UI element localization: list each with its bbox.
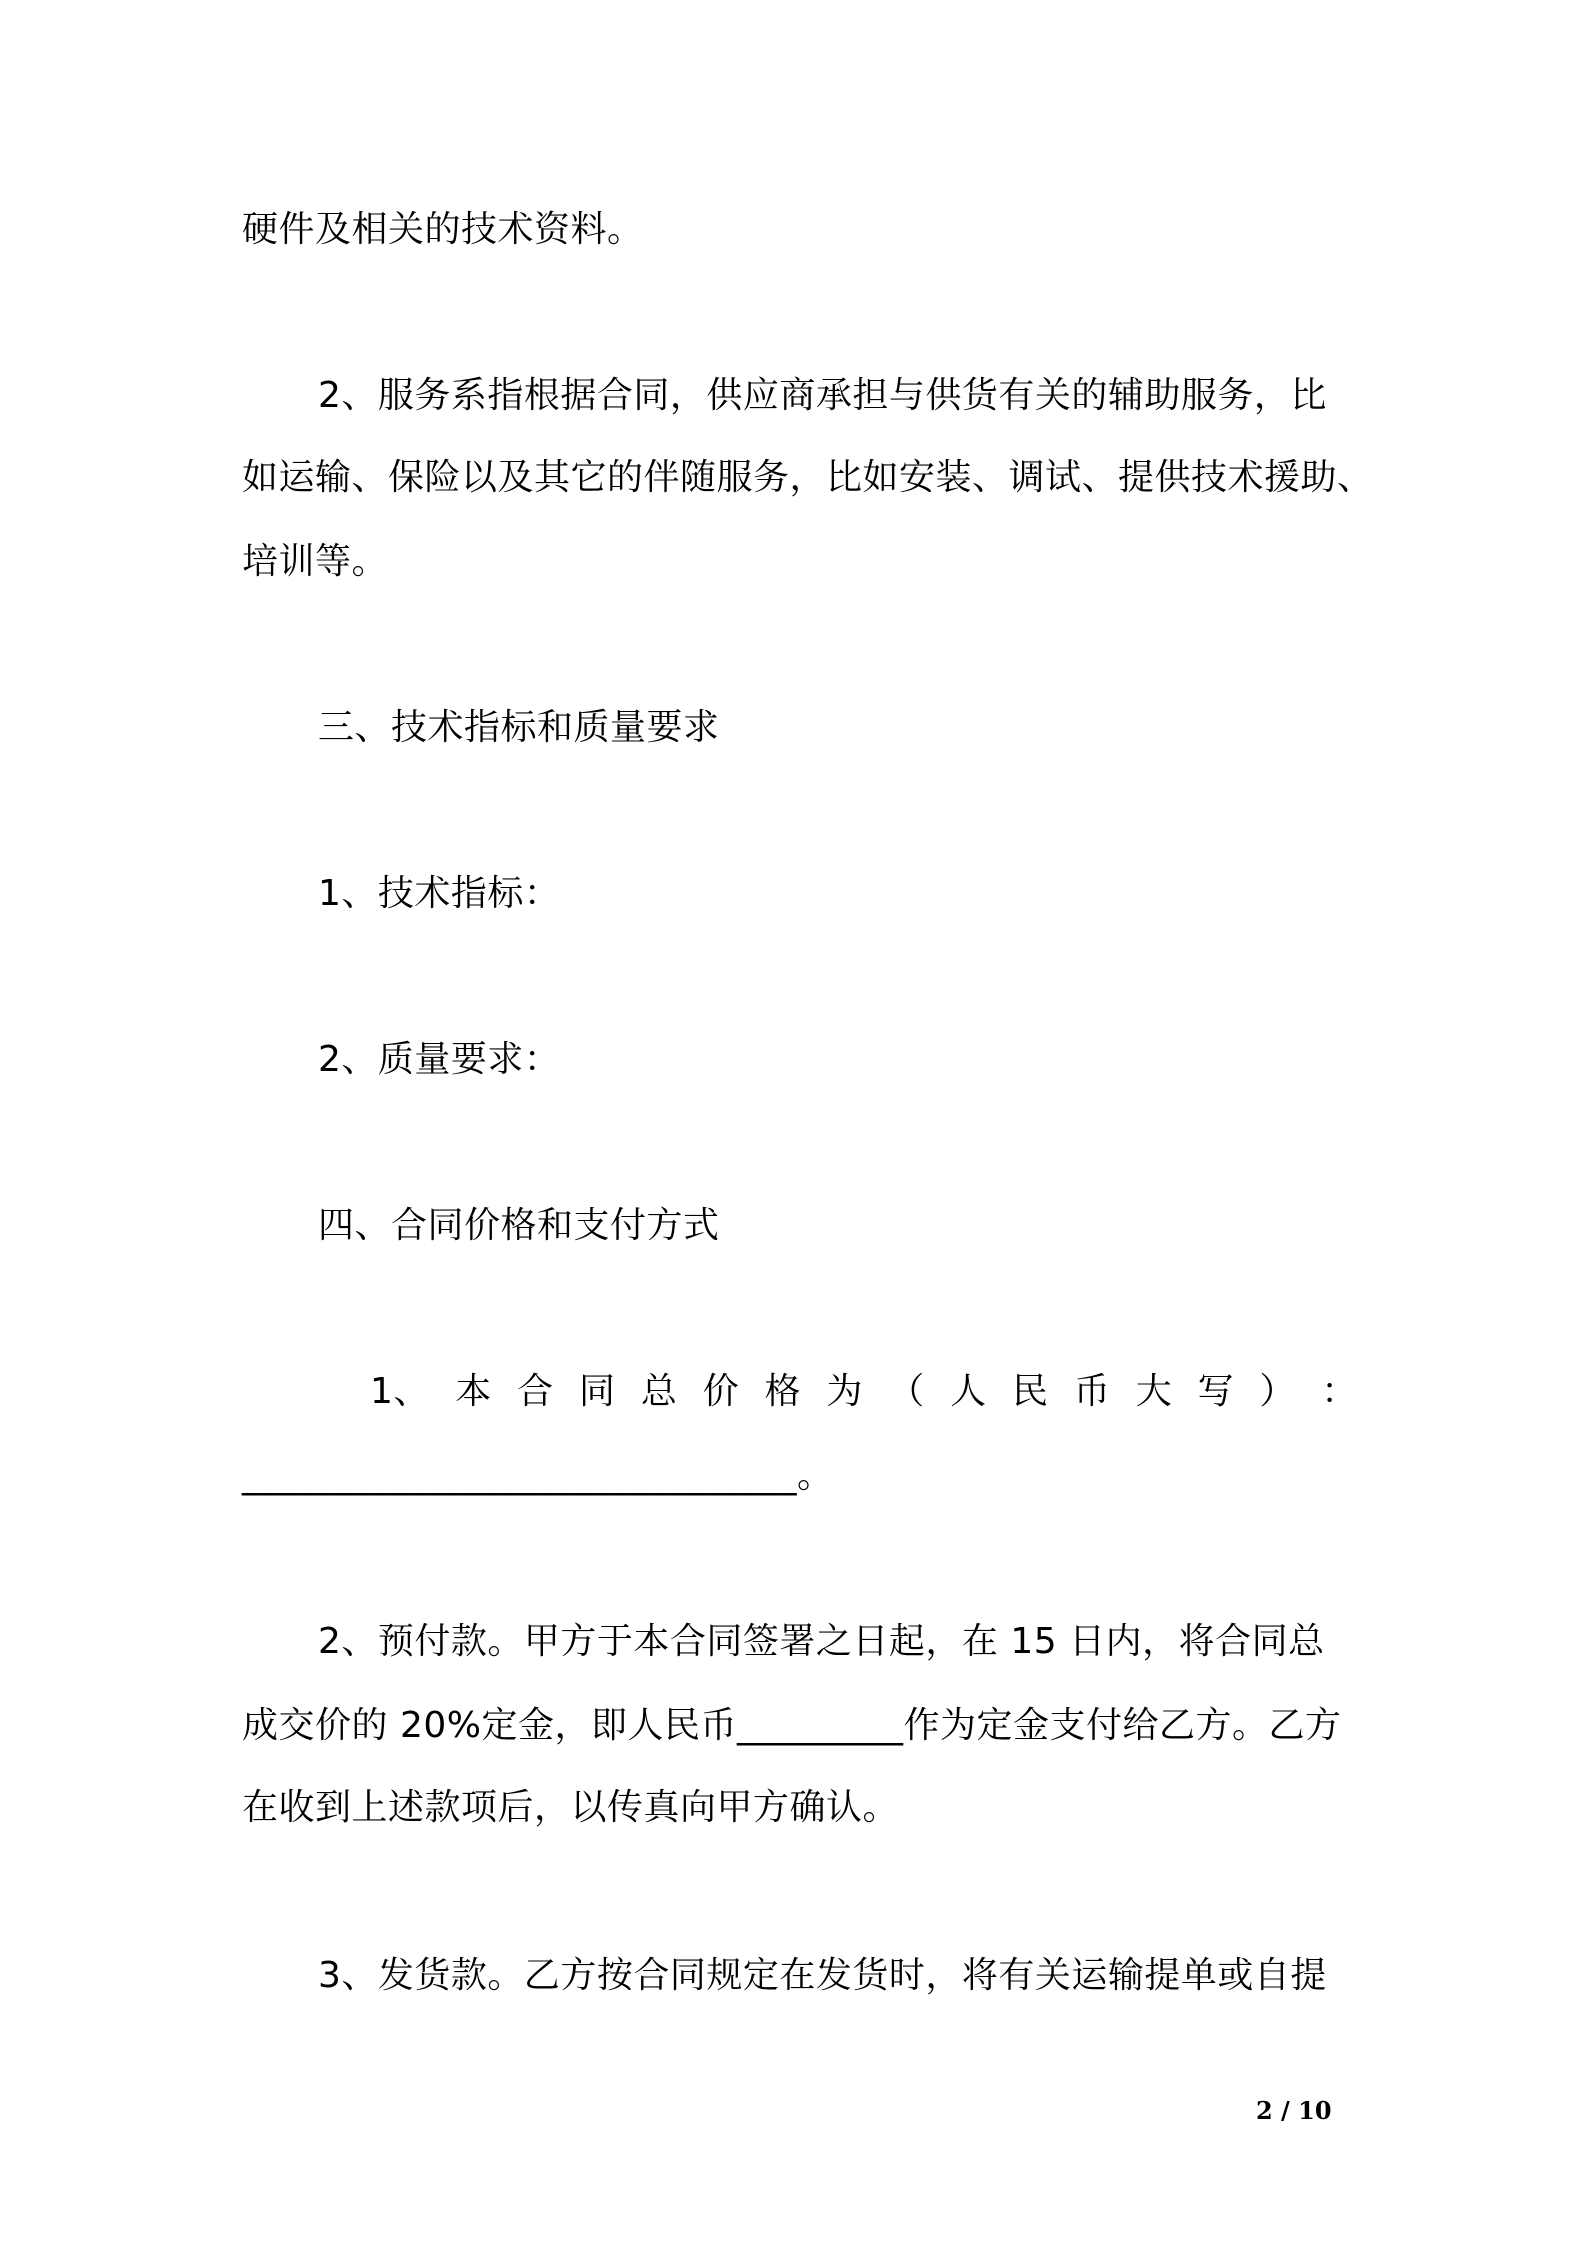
- paragraph-line: 硬件及相关的技术资料。: [242, 209, 644, 250]
- spread-token: 格: [764, 1371, 802, 1412]
- paragraph-line: 3、发货款。乙方按合同规定在发货时，将有关运输提单或自提: [318, 1955, 1327, 1996]
- paragraph-line: 2、服务系指根据合同，供应商承担与供货有关的辅助服务，比: [318, 375, 1327, 416]
- spread-token: （: [888, 1371, 925, 1412]
- spread-token: 币: [1073, 1371, 1111, 1412]
- spread-token: 同: [578, 1371, 616, 1412]
- blank-fill-line: ______________________________。: [242, 1455, 834, 1496]
- page-number: 2 / 10: [1256, 2096, 1332, 2125]
- paragraph-line: 培训等。: [242, 541, 389, 582]
- paragraph-line: 1、技术指标：: [318, 873, 561, 914]
- paragraph-line: 成交价的 20%定金，即人民币_________作为定金支付给乙方。乙方: [242, 1705, 1342, 1746]
- spread-token: 写: [1197, 1371, 1235, 1412]
- paragraph-line: 2、预付款。甲方于本合同签署之日起，在 15 日内，将合同总: [318, 1621, 1325, 1662]
- paragraph-line: 在收到上述款项后，以传真向甲方确认。: [242, 1787, 900, 1828]
- section-heading: 三、技术指标和质量要求: [318, 707, 720, 748]
- spread-token: 为: [826, 1371, 863, 1412]
- spread-text-line: [370, 1368, 1358, 1416]
- spread-token: ：: [1321, 1371, 1358, 1412]
- spread-token: 价: [702, 1371, 740, 1412]
- spread-token: ）: [1259, 1371, 1296, 1412]
- spread-token: 合: [517, 1371, 554, 1412]
- spread-token: 本: [455, 1371, 492, 1412]
- paragraph-line: 2、质量要求：: [318, 1039, 561, 1080]
- paragraph-line: 如运输、保险以及其它的伴随服务，比如安装、调试、提供技术援助、: [242, 457, 1374, 498]
- spread-token: 大: [1135, 1371, 1173, 1412]
- spread-token: 1、: [370, 1371, 430, 1412]
- spread-token: 总: [640, 1371, 678, 1412]
- section-heading: 四、合同价格和支付方式: [318, 1205, 720, 1246]
- spread-token: 民: [1011, 1371, 1049, 1412]
- spread-token: 人: [950, 1371, 987, 1412]
